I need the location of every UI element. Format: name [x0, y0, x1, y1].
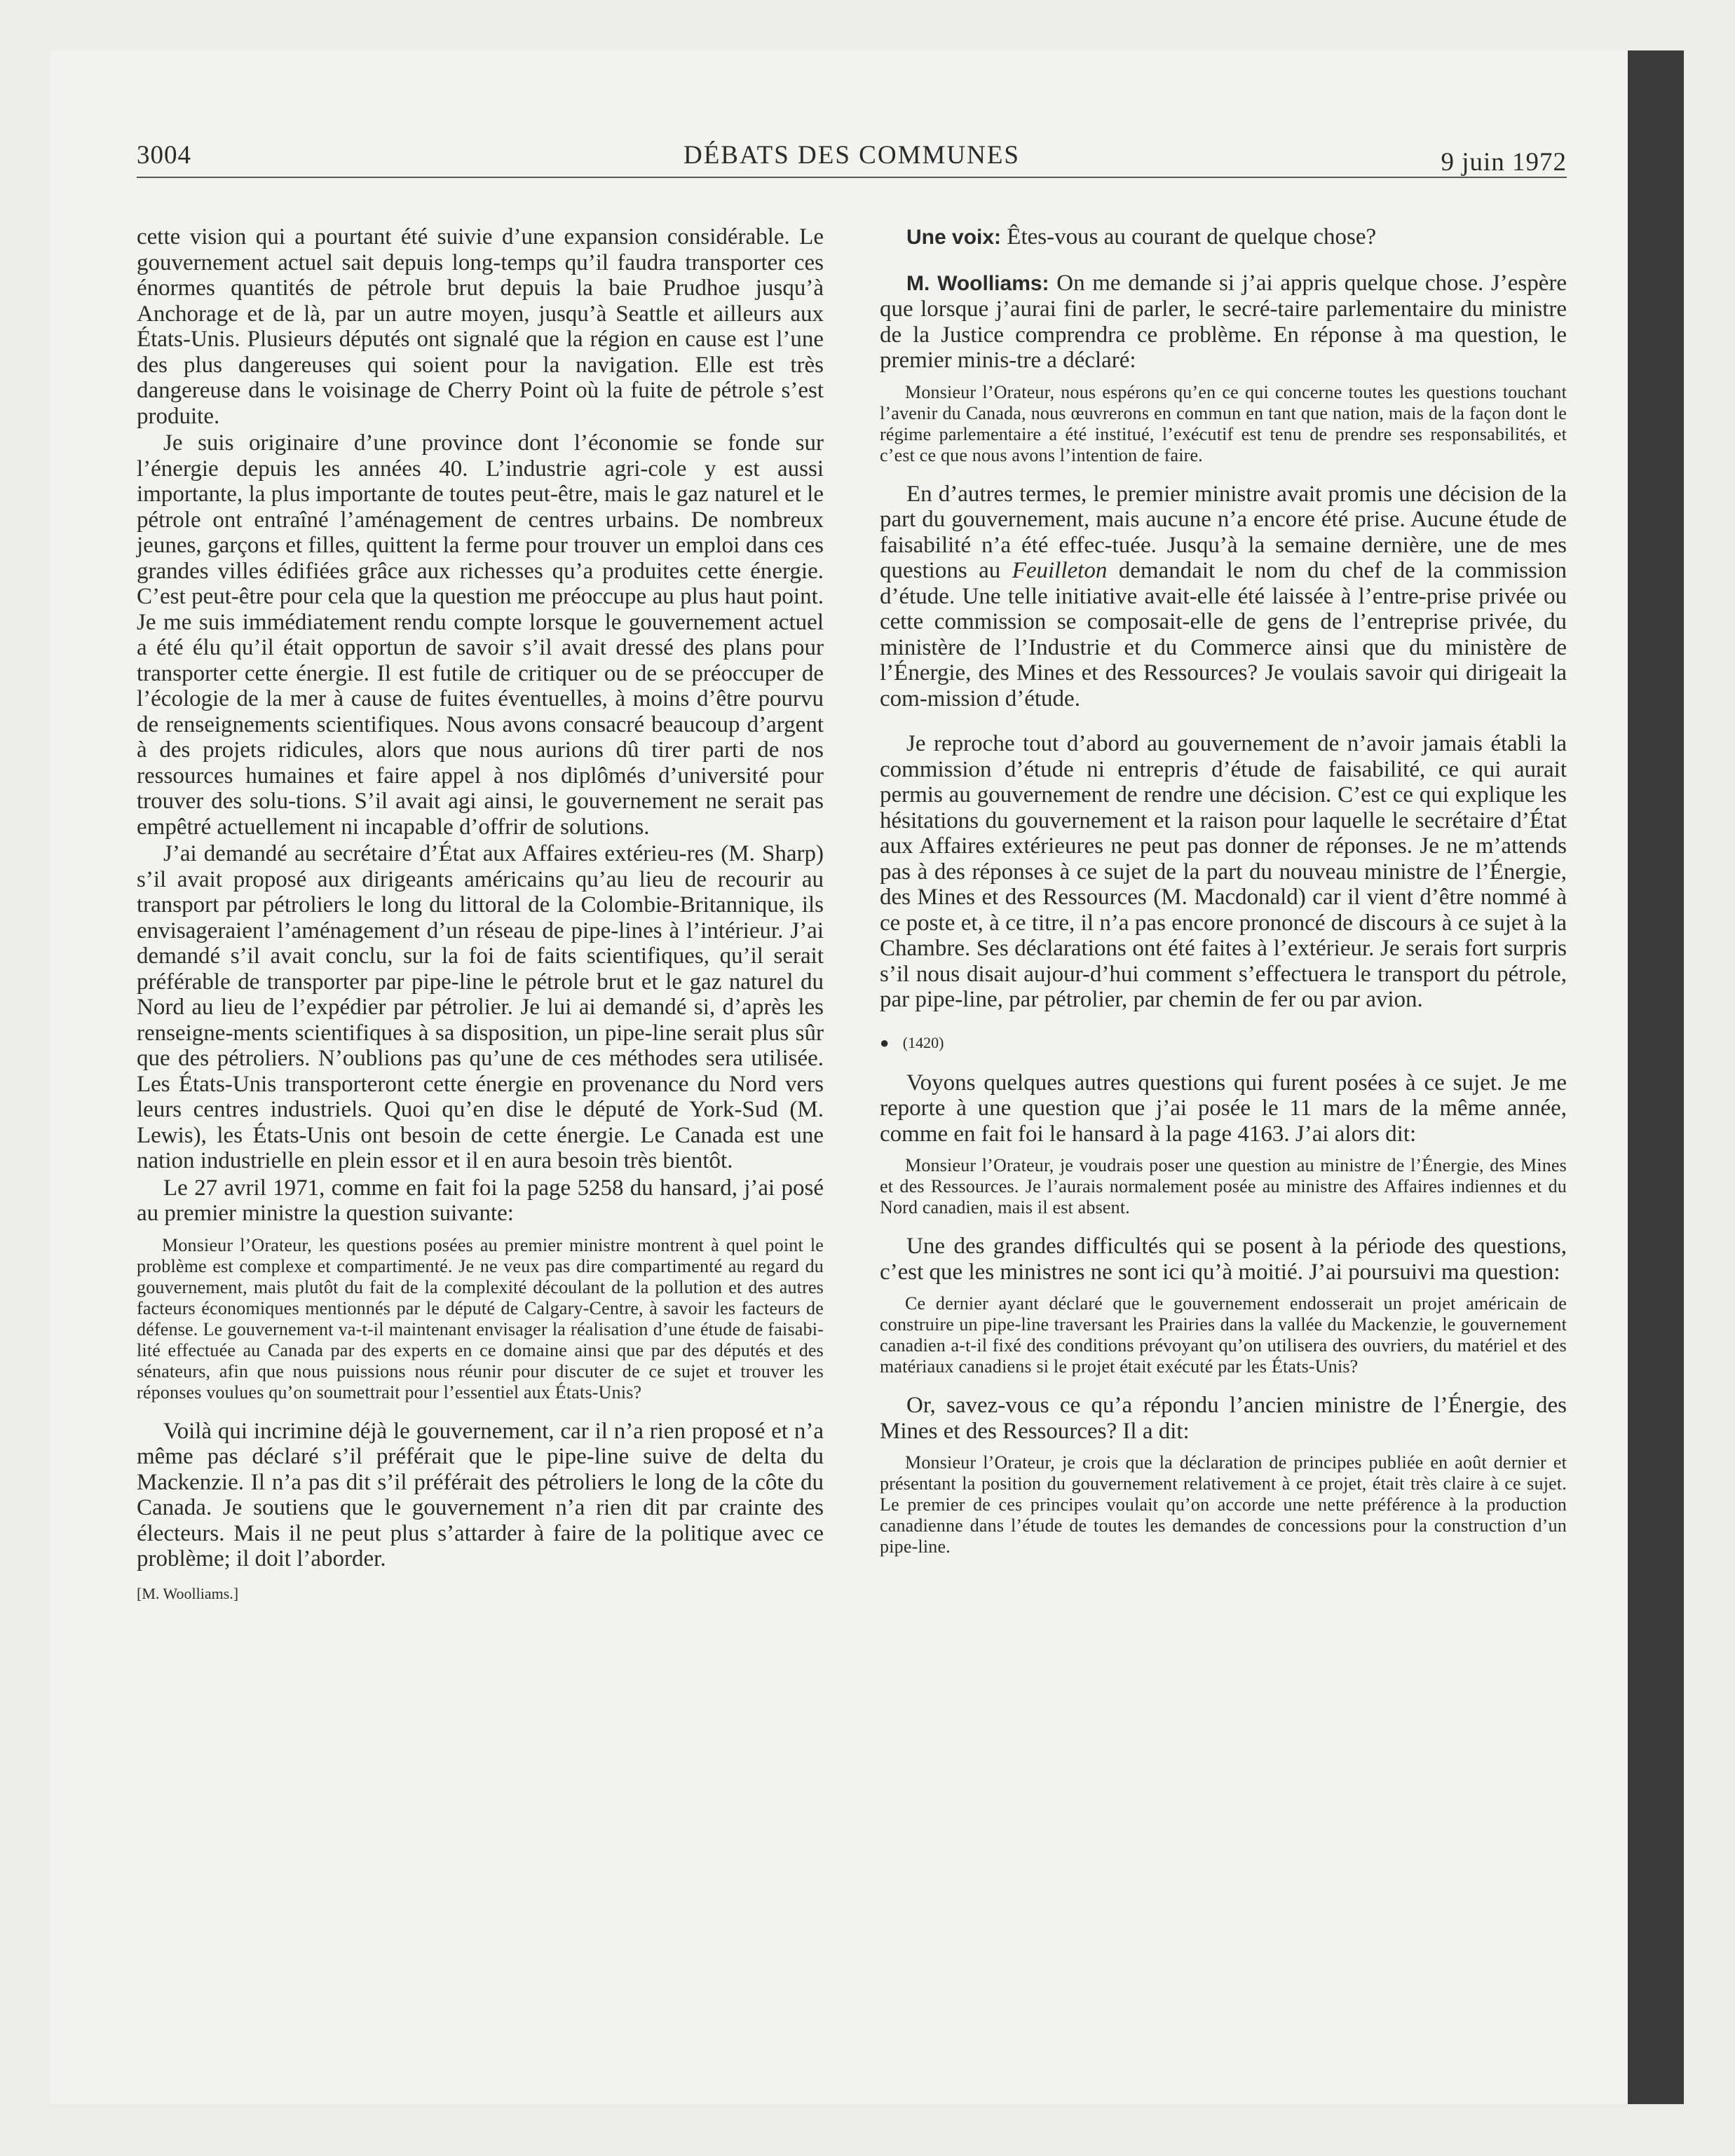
running-header — [137, 140, 1567, 182]
document-page — [137, 140, 1567, 2047]
time-stamp: (1420) — [902, 1033, 944, 1051]
paragraph: Le 27 avril 1971, comme en fait foi la page 5258 du hansard, j’ai posé au premier ministre la question suivante: — [137, 1175, 824, 1226]
left-column — [137, 224, 824, 1603]
spacer — [880, 713, 1567, 731]
paragraph: Or, savez-vous ce qu’a répondu l’ancien ministre de l’Énergie, des Mines et des Ressources? Il a dit: — [880, 1393, 1567, 1444]
paragraph: Je reproche tout d’abord au gouvernement de n’avoir jamais établi la commission d’étude ni entrepris d’étude de faisabilité, ce qui aurait permis au gouvernement de rendre une décision. C’est ce qui explique les hésitations du gouvernement et la raison pour laquelle le secrétaire d’État aux Affaires extérieures ne peut pas donner de réponses. Je ne m’attends pas à des réponses à ce sujet de la part du nouveau ministre de l’Énergie, des Mines et des Ressources (M. Macdonald) car il vient d’être nommé à ce poste et, à ce titre, il n’a pas encore prononcé de discours à ce sujet à la Chambre. Ses déclarations ont été faites à l’extérieur. Je serais fort surpris s’il nous disait aujour-d’hui comment s’effectuera le transport du pétrole, par pipe-line, par pétrolier, par chemin de fer ou par avion. — [880, 731, 1567, 1012]
paragraph: cette vision qui a pourtant été suivie d’une expansion considérable. Le gouvernement actuel sait depuis long-temps qu’il faudra transporter ces énormes quantités de pétrole brut depuis la baie Prudhoe jusqu’à Anchorage et de là, par un autre moyen, jusqu’à Seattle et ailleurs aux États-Unis. Plusieurs députés ont signalé que la région en cause est l’une des plus dangereuses qui soient pour la navigation. Elle est très dangereuse dans le voisinage de Cherry Point où la fuite de pétrole s’est produite. — [137, 224, 824, 429]
block-quote: Monsieur l’Orateur, les questions posées au premier ministre montrent à quel point le problème est complexe et compartimenté. Je ne veux pas dire compartimenté au regard du gouvernement, mais plutôt du fait de la complexité découlant de la pollution et des autres facteurs économiques mentionnés par le député de Calgary-Centre, à savoir les facteurs de défense. Le gouvernement va-t-il maintenant envisager la réalisation d’une étude de faisabi-lité effectuée au Canada par des experts en ce domaine ainsi que par des députés et des sénateurs, afin que nous puissions nous réunir pour discuter de ce sujet et trouver les réponses voulues qu’on soumettrait pour l’essentiel aux États-Unis? — [137, 1234, 824, 1403]
paragraph: J’ai demandé au secrétaire d’État aux Affaires extérieu-res (M. Sharp) s’il avait proposé aux dirigeants américains qu’au lieu de recourir au transport par pétroliers le long du littoral de la Colombie-Britannique, ils envisageraient l’aménagement d’un réseau de pipe-lines à l’intérieur. J’ai demandé s’il avait conclu, sur la foi de faits scientifiques, qu’il serait préférable de transporter par pipe-line le pétrole brut et le gaz naturel du Nord au lieu de l’expédier par pétrolier. Je lui ai demandé si, d’après les renseigne-ments scientifiques à sa disposition, un pipe-line serait plus sûr que des pétroliers. N’oublions pas qu’une de ces méthodes sera utilisée. Les États-Unis transporteront cette énergie en provenance du Nord vers leurs centres industriels. Quoi qu’en dise le député de York-Sud (M. Lewis), les États-Unis ont besoin de cette énergie. Le Canada est une nation industrielle en plein essor et il en aura besoin très bientôt. — [137, 841, 824, 1173]
time-marker — [880, 1034, 1567, 1052]
paragraph: Voyons quelques autres questions qui furent posées à ce sujet. Je me reporte à une question que j’ai posée le 11 mars de la même année, comme en fait foi le hansard à la page 4163. J’ai alors dit: — [880, 1070, 1567, 1147]
block-quote: Monsieur l’Orateur, je crois que la déclaration de principes publiée en août dernier et présentant la position du gouvernement relativement à ce projet, était très claire à ce sujet. Le premier de ces principes voulait qu’on accorde une nette préférence à la production canadienne dans l’étude de toutes les demandes de concessions pour la construction d’un pipe-line. — [880, 1452, 1567, 1557]
page-number: 3004 — [137, 141, 191, 170]
paragraph: Je suis originaire d’une province dont l’économie se fonde sur l’énergie depuis les années 40. L’industrie agri-cole y est aussi importante, la plus importante de toutes peut-être, mais le gaz naturel et le pétrole ont entraîné l’aménagement de centres urbains. De nombreux jeunes, garçons et filles, quittent la ferme pour trouver un emploi dans ces grandes villes édifiées grâce aux richesses qu’a produites cette énergie. C’est peut-être pour cela que la question me préoccupe au plus haut point. Je me suis immédiatement rendu compte lorsque le gouvernement actuel a été élu qu’il était opportun de savoir s’il avait dressé des plans pour transporter cette énergie. Il est futile de critiquer ou de se préoccuper de l’écologie de la mer à cause de fuites éventuelles, à moins d’être pourvu de renseignements scientifiques. Nous avons consacré beaucoup d’argent à des projets ridicules, alors que nous aurions dû tirer parti de nos ressources humaines et faire appel à nos diplômés d’université pour trouver des solu-tions. S’il avait agi ainsi, le gouvernement ne serait pas empêtré actuellement ni incapable d’offrir de solutions. — [137, 430, 824, 840]
publication-title: DÉBATS DES COMMUNES — [683, 141, 1020, 170]
right-column — [880, 224, 1567, 1573]
speech-text: Êtes-vous au courant de quelque chose? — [1007, 224, 1377, 250]
speaker-name: Une voix: — [906, 226, 1002, 249]
spacer — [880, 252, 1567, 271]
paragraph-text: En d’autres termes, le premier ministre avait promis une décision de la part du gouvernement, mais aucune n’a encore été prise. Aucune étude de faisabilité n’a été effec-tuée. Jusqu’à la semaine dernière, une de mes questions au — [880, 481, 1567, 583]
block-quote: Monsieur l’Orateur, nous espérons qu’en ce qui concerne toutes les questions touchant l’avenir du Canada, nous œuvrerons en commun en tant que nation, mais de la façon dont le régime parlementaire a été institué, l’exécutif est tenu de prendre ses responsabilités, et c’est ce que nous avons l’intention de faire. — [880, 381, 1567, 465]
paragraph — [880, 482, 1567, 712]
speech-paragraph — [880, 224, 1567, 251]
header-rule — [137, 177, 1567, 178]
issue-date: 9 juin 1972 — [1441, 148, 1567, 177]
paragraph: Voilà qui incrimine déjà le gouvernement, car il n’a rien proposé et n’a même pas déclaré s’il préférait que le pipe-line suive de delta du Mackenzie. Il n’a pas dit s’il préférait des pétroliers le long de la côte du Canada. Je soutiens que le gouvernement n’a rien dit par crainte des électeurs. Mais il ne peut plus s’attarder à faire de la politique avec ce problème; il doit l’aborder. — [137, 1418, 824, 1571]
speech-text: On me demande si j’ai appris quelque chose. J’espère que lorsque j’aurai fini de parler, le secré-taire parlementaire du ministre de la Justice comprendra ce problème. En réponse à ma question, le premier minis-tre a déclaré: — [880, 270, 1567, 373]
speaker-name: M. Woolliams: — [906, 271, 1049, 295]
italic-title: Feuilleton — [1012, 558, 1108, 583]
paragraph: Une des grandes difficultés qui se posent à la période des questions, c’est que les ministres ne sont ici qu’à moitié. J’ai poursuivi ma question: — [880, 1234, 1567, 1285]
speech-paragraph — [880, 271, 1567, 374]
bullet-icon: ● — [880, 1033, 890, 1051]
paragraph-text: demandait le nom du chef de la commission d’étude. Une telle initiative avait-elle été laissée à l’entre-prise privée ou cette commission se composait-elle de gens de l’entreprise privée, du ministère de l’Industrie et du Commerce ainsi que du ministère de l’Énergie, des Mines et des Ressources? Je voulais savoir qui dirigeait la com-mission d’étude. — [880, 558, 1567, 711]
block-quote: Ce dernier ayant déclaré que le gouvernement endosserait un projet américain de construire un pipe-line traversant les Prairies dans la vallée du Mackenzie, le gouvernement canadien a-t-il fixé des conditions prévoyant qu’on utilisera des ouvriers, du matériel et des matériaux canadiens si le projet était exécuté par les États-Unis? — [880, 1293, 1567, 1377]
speaker-attribution: [M. Woolliams.] — [137, 1584, 239, 1602]
spacer — [880, 1052, 1567, 1070]
block-quote: Monsieur l’Orateur, je voudrais poser une question au ministre de l’Énergie, des Mines et des Ressources. Je l’aurais normalement posée au ministre des Affaires indiennes et du Nord canadien, mais il est absent. — [880, 1155, 1567, 1217]
book-spine-shadow — [1628, 50, 1684, 2104]
